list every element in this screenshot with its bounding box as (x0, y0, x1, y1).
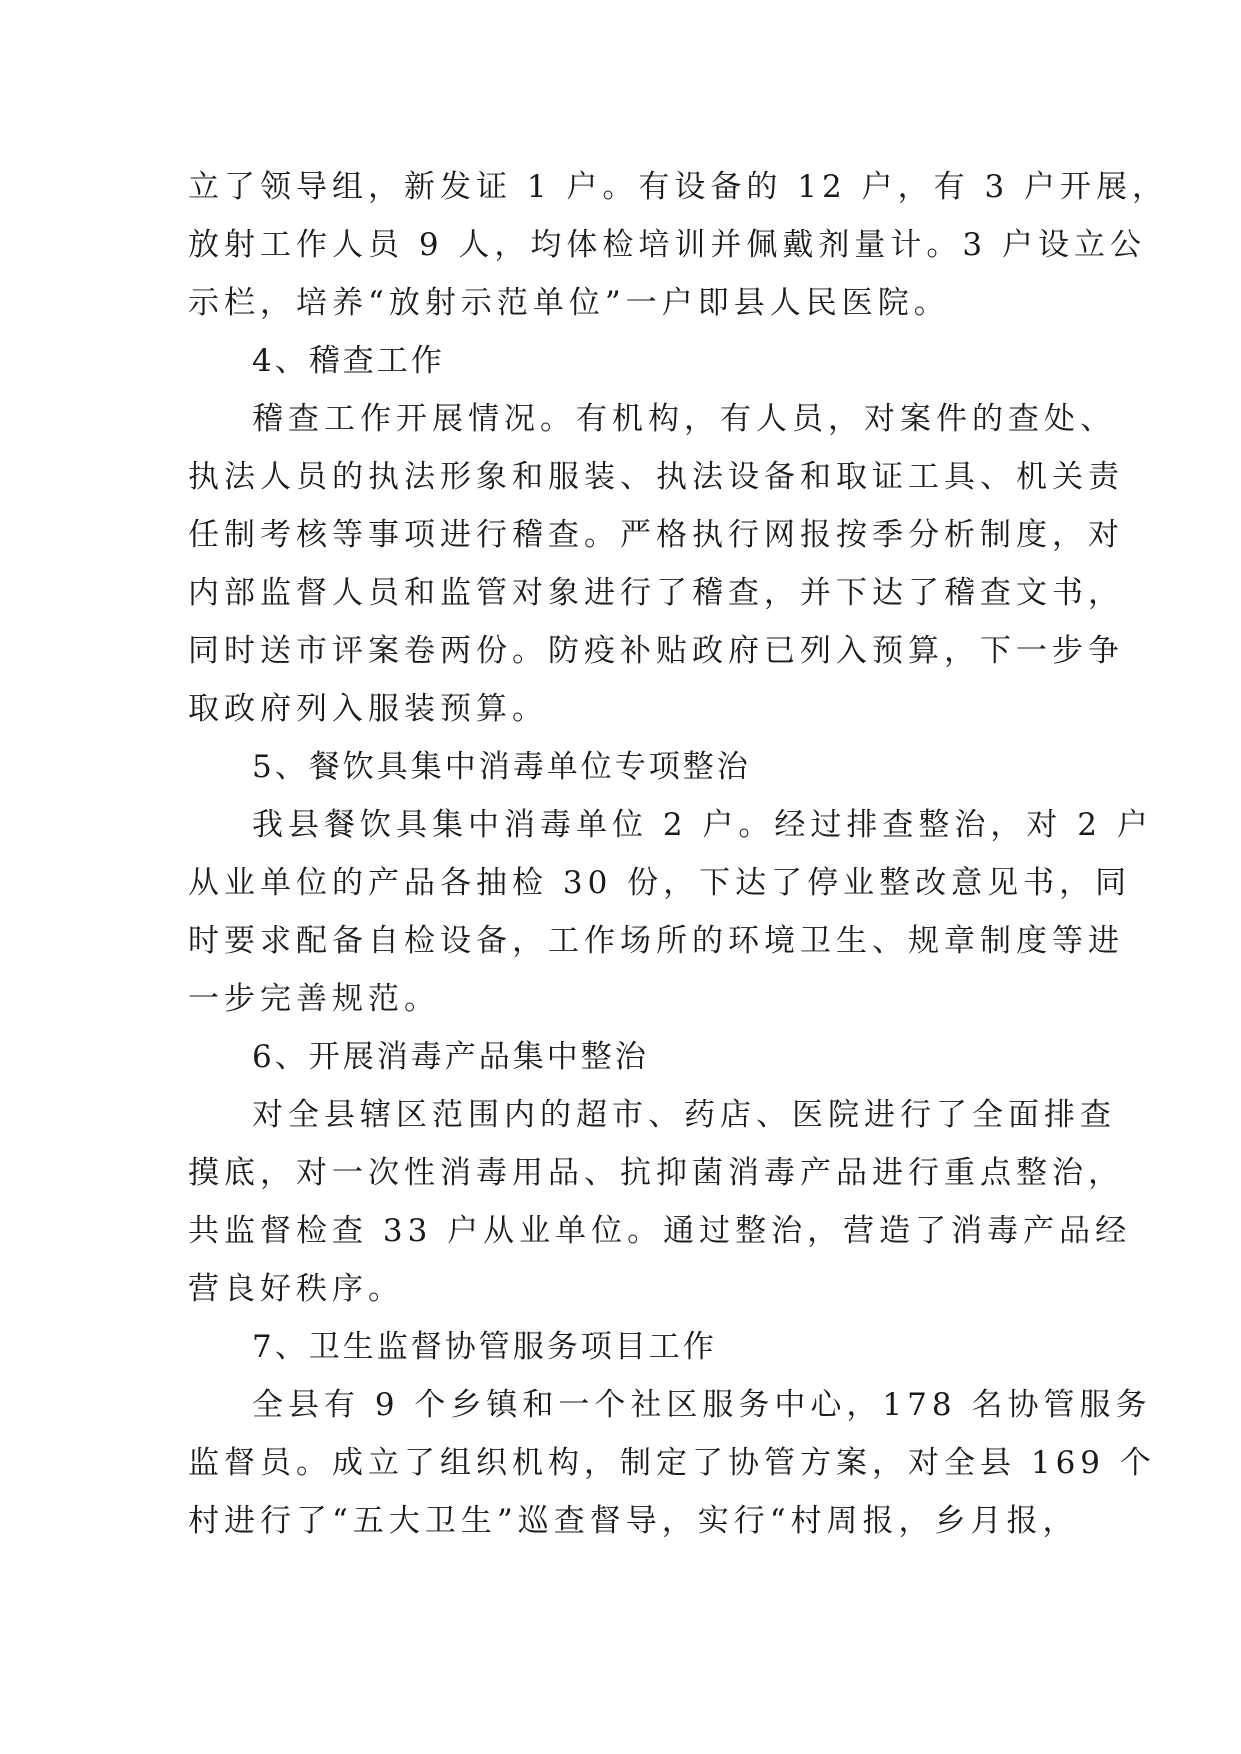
paragraph-line: 内部监督人员和监管对象进行了稽查，并下达了稽查文书， (188, 575, 1124, 611)
paragraph-line: 时要求配备自检设备，工作场所的环境卫生、规章制度等进 (188, 923, 1124, 959)
paragraph-line: 同时送市评案卷两份。防疫补贴政府已列入预算，下一步争 (188, 633, 1124, 669)
paragraph-line: 村进行了“五大卫生”巡查督导，实行“村周报，乡月报， (188, 1503, 1079, 1539)
paragraph-line: 示栏，培养“放射示范单位”一户即县人民医院。 (188, 285, 950, 321)
paragraph-line: 全县有 9 个乡镇和一个社区服务中心，178 名协管服务 (252, 1387, 1152, 1423)
section-heading-5: 5、餐饮具集中消毒单位专项整治 (252, 749, 751, 785)
section-heading-4: 4、稽查工作 (252, 343, 445, 379)
section-heading-6: 6、开展消毒产品集中整治 (252, 1039, 649, 1075)
paragraph-line: 摸底，对一次性消毒用品、抗抑菌消毒产品进行重点整治， (188, 1155, 1124, 1191)
section-heading-7: 7、卫生监督协管服务项目工作 (252, 1329, 717, 1365)
paragraph-line: 我县餐饮具集中消毒单位 2 户。经过排查整治，对 2 户 (252, 807, 1153, 843)
paragraph-line: 从业单位的产品各抽检 30 份，下达了停业整改意见书，同 (188, 865, 1132, 901)
paragraph-line: 一步完善规范。 (188, 981, 440, 1017)
paragraph-line: 放射工作人员 9 人，均体检培训并佩戴剂量计。3 户设立公 (188, 227, 1147, 263)
paragraph-line: 任制考核等事项进行稽查。严格执行网报按季分析制度，对 (188, 517, 1124, 553)
paragraph-line: 执法人员的执法形象和服装、执法设备和取证工具、机关责 (188, 459, 1124, 495)
paragraph-line: 立了领导组，新发证 1 户。有设备的 12 户，有 3 户开展， (188, 169, 1169, 205)
paragraph-line: 取政府列入服装预算。 (188, 691, 548, 727)
paragraph-line: 对全县辖区范围内的超市、药店、医院进行了全面排查 (252, 1097, 1116, 1133)
paragraph-line: 共监督检查 33 户从业单位。通过整治，营造了消毒产品经 (188, 1213, 1132, 1249)
paragraph-line: 监督员。成立了组织机构，制定了协管方案，对全县 169 个 (188, 1445, 1156, 1481)
paragraph-line: 营良好秩序。 (188, 1271, 404, 1307)
paragraph-line: 稽查工作开展情况。有机构，有人员，对案件的查处、 (252, 401, 1116, 437)
